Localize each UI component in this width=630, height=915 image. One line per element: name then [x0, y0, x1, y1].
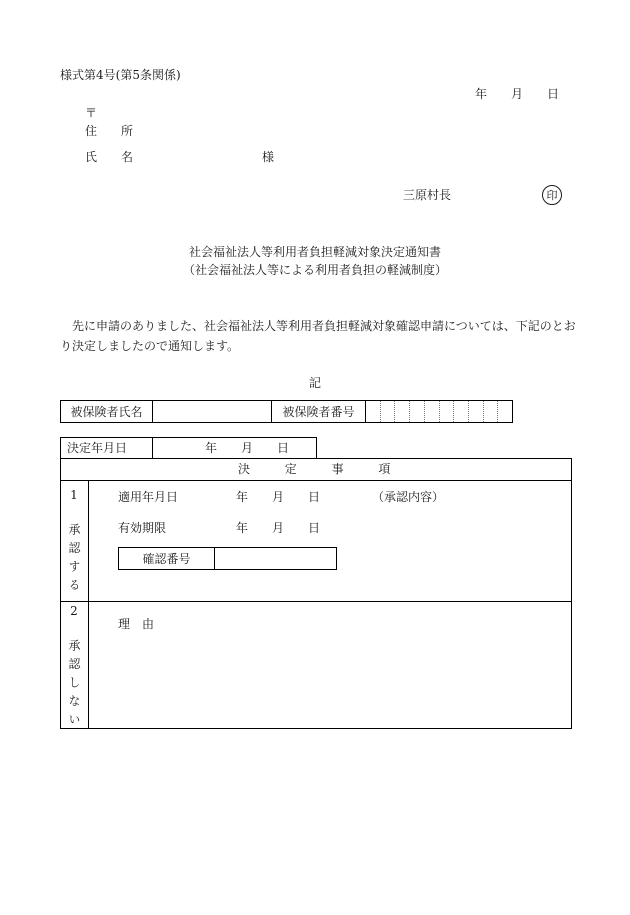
reason-label: 理 由 — [118, 617, 155, 631]
seal-text: 印 — [546, 188, 558, 202]
document-subtitle: （社会福祉法人等による利用者負担の軽減制度） — [182, 263, 447, 277]
insured-number-value-cell — [365, 400, 513, 423]
insured-number-digit-cell — [484, 401, 499, 422]
address-label: 住 所 — [85, 124, 134, 138]
insured-number-digit-row — [366, 401, 512, 422]
insured-number-digit-cell — [395, 401, 410, 422]
decision-table-header: 決 定 事 項 — [237, 462, 394, 476]
insured-number-label: 被保険者番号 — [282, 404, 355, 419]
decision-date-value-cell — [152, 437, 317, 459]
header-divider — [60, 480, 572, 481]
insured-number-digit-cell — [454, 401, 469, 422]
applicable-date-label: 適用年月日 — [118, 490, 179, 504]
body-text-line-2: り決定しましたので通知します。 — [60, 339, 240, 353]
decision-date-value: 年 月 日 — [205, 441, 290, 455]
approved-label-wrap — [60, 523, 88, 597]
approved-label: 承認する — [67, 523, 81, 597]
insured-name-label-cell — [60, 400, 153, 423]
insured-number-digit-cell — [410, 401, 425, 422]
seal-mark — [542, 185, 562, 205]
insured-number-digit-cell — [469, 401, 484, 422]
row-divider — [60, 601, 572, 602]
body-text-line-1: 先に申請のありました、社会福祉法人等利用者負担軽減対象確認申請については、下記のとお — [60, 319, 576, 333]
postal-mark: 〒 — [85, 106, 98, 120]
insured-name-label: 被保険者氏名 — [70, 404, 143, 419]
validity-period-value: 年 月 日 — [236, 521, 321, 535]
approved-row-number: 1 — [70, 488, 78, 502]
rejected-label: 承認しない — [67, 639, 81, 732]
decision-date-label: 決定年月日 — [67, 441, 128, 455]
form-number: 様式第4号(第5条関係) — [60, 68, 181, 82]
insured-number-label-cell — [271, 400, 366, 423]
applicable-date-value: 年 月 日 — [236, 490, 321, 504]
rejected-label-wrap — [60, 639, 88, 732]
decision-date-label-cell — [60, 437, 153, 459]
insured-number-digit-cell — [381, 401, 396, 422]
insured-number-digit-cell — [425, 401, 440, 422]
confirmation-number-label: 確認番号 — [142, 551, 191, 566]
approval-content-label: （承認内容） — [372, 490, 445, 504]
insured-number-digit-cell — [440, 401, 455, 422]
issuer-name: 三原村長 — [403, 188, 452, 202]
document-title: 社会福祉法人等利用者負担軽減対象決定通知書 — [188, 245, 441, 259]
category-column-divider — [88, 480, 89, 728]
rejected-row-number: 2 — [70, 604, 78, 618]
insured-number-digit-cell — [498, 401, 512, 422]
insured-name-value-cell — [152, 400, 272, 423]
honorific: 様 — [262, 150, 275, 164]
confirmation-number-value-cell — [214, 547, 337, 570]
validity-period-label: 有効期限 — [118, 521, 167, 535]
name-label: 氏 名 — [85, 150, 134, 164]
insured-number-digit-cell — [366, 401, 381, 422]
note-heading: 記 — [309, 376, 322, 390]
issue-date: 年 月 日 — [475, 87, 560, 101]
confirmation-number-label-cell — [118, 547, 215, 570]
